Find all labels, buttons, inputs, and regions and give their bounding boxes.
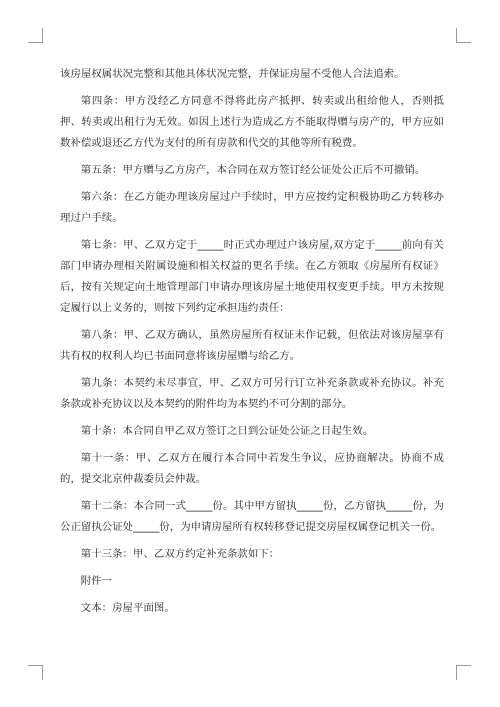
paragraph-article-10: 第十条：本合同自甲乙双方签订之日到公证处公证之日起生效。 bbox=[80, 425, 374, 437]
crop-mark-top-right bbox=[456, 28, 471, 43]
paragraph-article-11: 第十一条：甲、乙双方在履行本合同中若发生争议，应协商解决。协商不成的，提交北京仲裁委员会仲裁。 bbox=[60, 452, 444, 485]
crop-mark-bottom-left bbox=[28, 665, 43, 680]
paragraph-attachment-text: 文本：房屋平面图。 bbox=[80, 602, 175, 614]
paragraph-article-8: 第八条：甲、乙双方确认，虽然房屋所有权证未作记载，但依法对该房屋享有共有权的权利人均已书面同意将该房屋赠与给乙方。 bbox=[60, 329, 444, 362]
document-body bbox=[60, 64, 444, 625]
paragraph-property-status: 该房屋权属状况完整和其他具体状况完整，并保证房屋不受他人合法追索。 bbox=[60, 68, 405, 80]
paragraph-article-9: 第九条：本契约未尽事宜，甲、乙双方可另行订立补充条款或补充协议。补充条款或补充协议以及本契约的附件均为本契约不可分割的部分。 bbox=[60, 377, 444, 410]
paragraph-article-6: 第六条：在乙方能办理该房屋过户手续时，甲方应按约定积极协助乙方转移办理过户手续。 bbox=[60, 191, 444, 224]
paragraph-article-12: 第十二条：本合同一式_____份。其中甲方留执_____份，乙方留执_____份，为公正留执公证处_____份，为申请房屋所有权转移登记提交房屋权属登记机关一份。 bbox=[60, 500, 444, 533]
paragraph-article-7: 第七条：甲、乙双方定于_____时正式办理过户该房屋,双方定于_____前向有关部门申请办理相关附属设施和相关权益的更名手续。在乙方领取《房屋所有权证》后，按有关规定向土地管理部门申请办理该房屋土地使用权变更手续。甲方未按规定履行以上义务的，则按下列约定承担违约责任： bbox=[60, 239, 444, 314]
paragraph-article-13: 第十三条：甲、乙双方约定补充条款如下： bbox=[80, 548, 280, 560]
paragraph-article-5: 第五条：甲方赠与乙方房产，本合同在双方签订经公证处公正后不可撤销。 bbox=[80, 164, 426, 176]
crop-mark-bottom-right bbox=[456, 665, 471, 680]
paragraph-article-4: 第四条：甲方没经乙方同意不得将此房产抵押、转卖或出租给他人，否则抵押、转卖或出租行为无效。如因上述行为造成乙方不能取得赠与房产的，甲方应如数补偿或退还乙方代为支付的所有房款和代交的其他等所有税费。 bbox=[60, 95, 444, 149]
crop-mark-top-left bbox=[28, 28, 43, 43]
paragraph-attachment-title: 附件一 bbox=[80, 575, 113, 587]
